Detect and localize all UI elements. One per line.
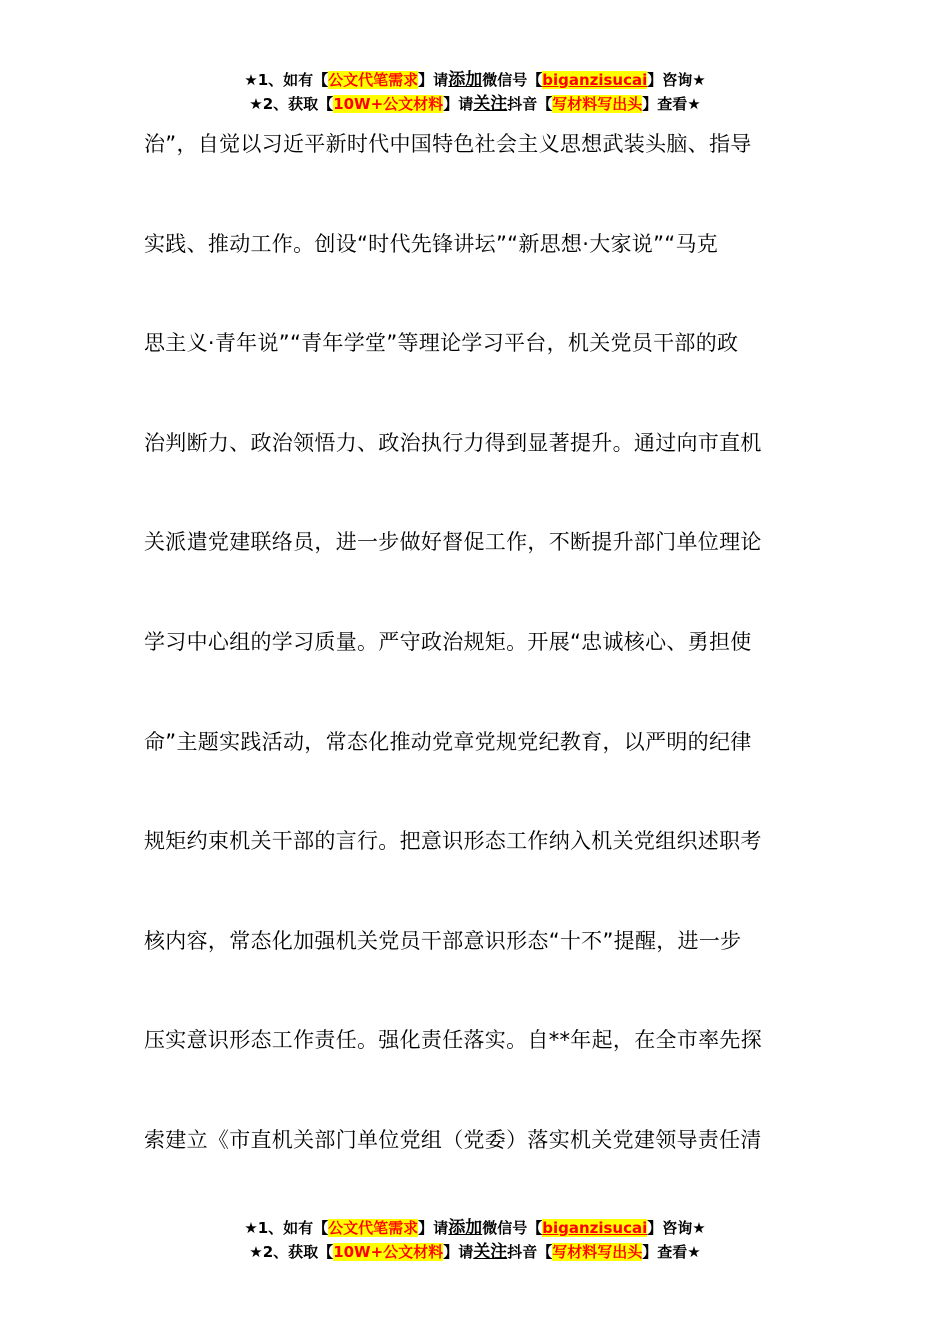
body-line-10: 压实意识形态工作责任。强化责任落实。自**年起，在全市率先探: [144, 1028, 762, 1053]
star-icon: ★: [692, 71, 706, 89]
star-icon: ★: [687, 95, 701, 113]
banner-text: 】咨询: [647, 71, 693, 89]
banner-highlight: 10W+公文材料: [333, 1243, 444, 1261]
banner-text: 1、如有【: [257, 1219, 329, 1237]
douyin-account: 写材料写出头: [552, 95, 643, 113]
banner-line-1: [0, 68, 950, 92]
wechat-id: biganzisucai: [542, 1219, 648, 1237]
body-line-11: 索建立《市直机关部门单位党组（党委）落实机关党建领导责任清: [144, 1127, 762, 1152]
banner-text: 】请: [418, 71, 449, 89]
star-icon: ★: [692, 1219, 706, 1237]
body-line-1: 治”，自觉以习近平新时代中国特色社会主义思想武装头脑、指导: [144, 132, 752, 156]
banner-text: 】查看: [642, 1243, 688, 1261]
wechat-id: biganzisucai: [542, 71, 648, 89]
header-banner: [0, 68, 950, 116]
douyin-account: 写材料写出头: [552, 1243, 643, 1261]
banner-emphasis: 关注: [473, 94, 508, 114]
document-body: [144, 118, 809, 1214]
body-line-3: 思主义·青年说”“青年学堂”等理论学习平台，机关党员干部的政: [144, 331, 739, 356]
banner-emphasis: 关注: [473, 1242, 508, 1262]
banner-text: 抖音【: [507, 95, 553, 113]
banner-text: 】咨询: [647, 1219, 693, 1237]
body-line-5: 关派遣党建联络员，进一步做好督促工作，不断提升部门单位理论: [144, 530, 762, 555]
banner-text: 】请: [418, 1219, 449, 1237]
star-icon: ★: [244, 71, 258, 89]
star-icon: ★: [244, 1219, 258, 1237]
banner-text: 微信号【: [482, 1219, 543, 1237]
banner-highlight: 公文代笔需求: [328, 71, 419, 89]
banner-text: 抖音【: [507, 1243, 553, 1261]
banner-emphasis: 添加: [448, 1218, 483, 1238]
banner-text: 1、如有【: [257, 71, 329, 89]
banner-line-2: [0, 1240, 950, 1264]
banner-emphasis: 添加: [448, 70, 483, 90]
banner-highlight: 公文代笔需求: [328, 1219, 419, 1237]
banner-text: 微信号【: [482, 71, 543, 89]
banner-text: 】请: [443, 1243, 474, 1261]
banner-text: 】请: [443, 95, 474, 113]
body-line-2: 实践、推动工作。创设“时代先锋讲坛”“新思想·大家说”“马克: [144, 231, 719, 256]
banner-text: 】查看: [642, 95, 688, 113]
banner-text: 2、获取【: [262, 1243, 334, 1261]
body-line-9: 核内容，常态化加强机关党员干部意识形态“十不”提醒，进一步: [144, 928, 742, 953]
body-line-4: 治判断力、政治领悟力、政治执行力得到显著提升。通过向市直机: [144, 430, 762, 455]
body-line-7: 命”主题实践活动，常态化推动党章党规党纪教育，以严明的纪律: [144, 729, 752, 754]
body-line-6: 学习中心组的学习质量。严守政治规矩。开展“忠诚核心、勇担使: [144, 629, 752, 654]
banner-line-2: [0, 92, 950, 116]
banner-text: 2、获取【: [262, 95, 334, 113]
footer-banner: [0, 1216, 950, 1264]
star-icon: ★: [249, 95, 263, 113]
body-line-8: 规矩约束机关干部的言行。把意识形态工作纳入机关党组织述职考: [144, 829, 762, 854]
banner-highlight: 10W+公文材料: [333, 95, 444, 113]
banner-line-1: [0, 1216, 950, 1240]
star-icon: ★: [687, 1243, 701, 1261]
star-icon: ★: [249, 1243, 263, 1261]
